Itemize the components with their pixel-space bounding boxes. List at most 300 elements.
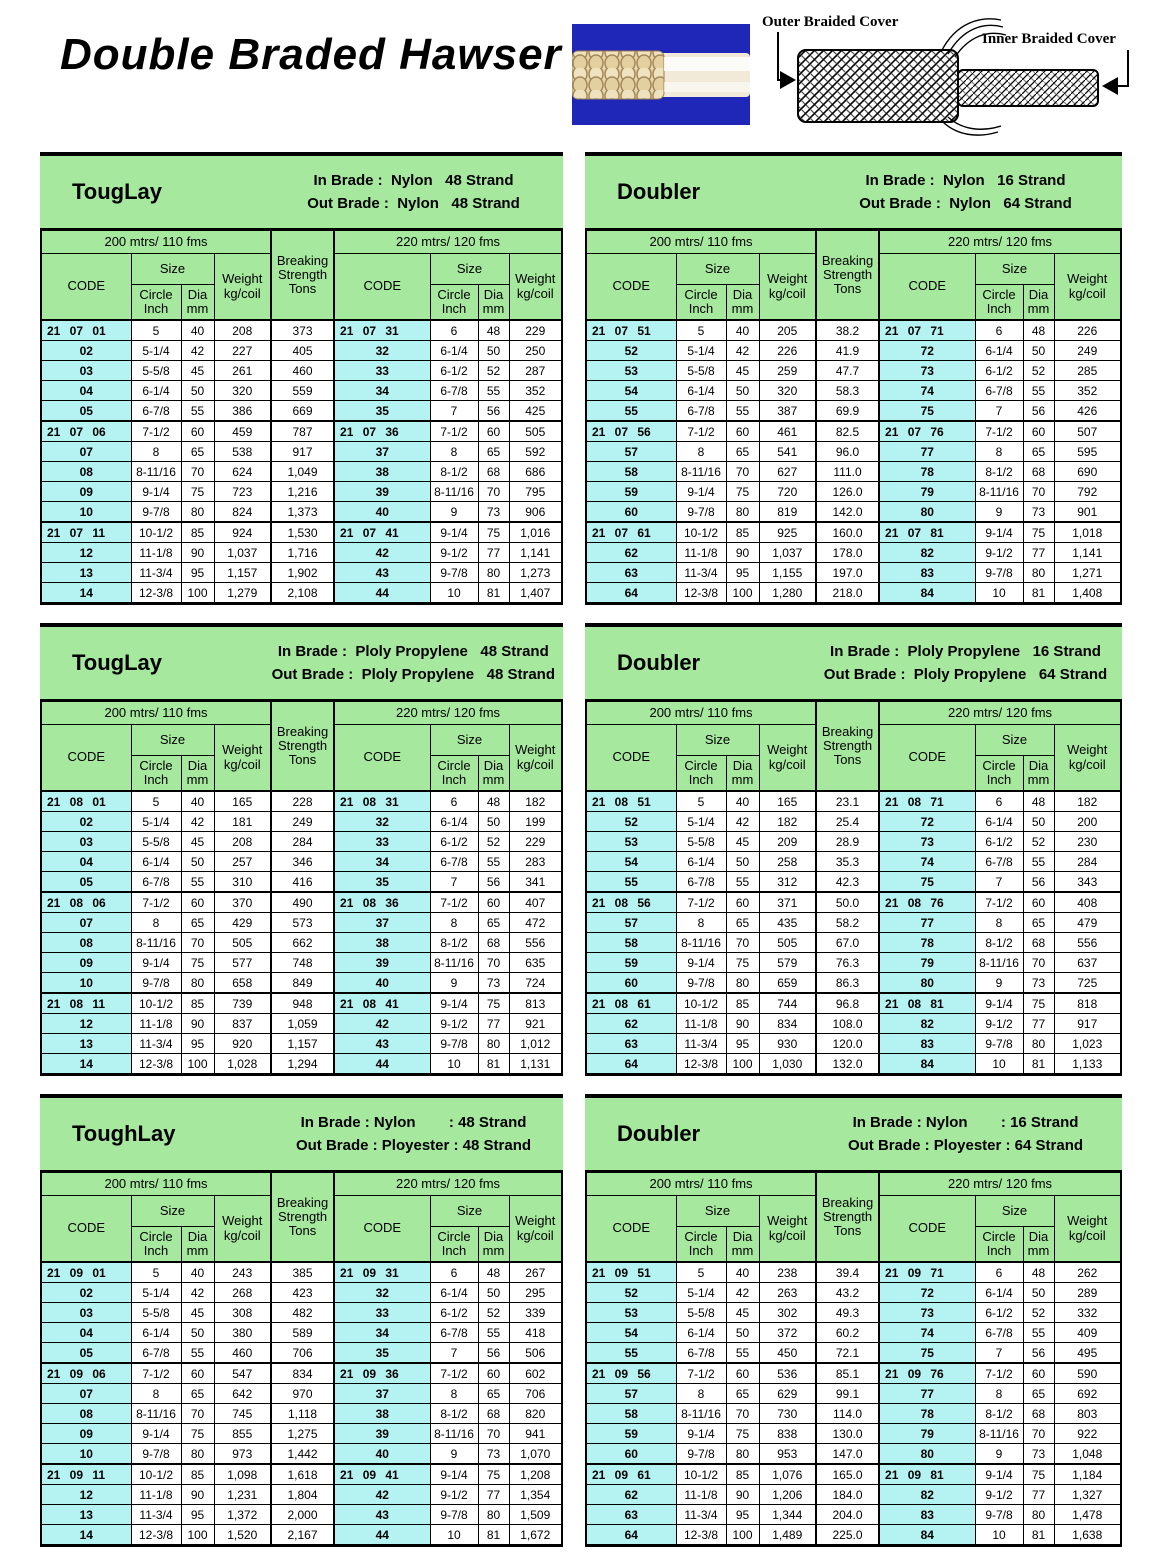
value-cell: 11-1/8 (676, 1014, 726, 1034)
value-cell: 658 (214, 973, 271, 994)
value-cell: 40 (181, 791, 214, 812)
value-cell: 559 (271, 381, 334, 401)
code-cell: 21 08 61 (586, 993, 676, 1014)
value-cell: 42.3 (816, 872, 879, 893)
value-cell: 1,184 (1054, 1464, 1121, 1485)
weight-header: Weight kg/coil (759, 254, 816, 321)
table-body (586, 791, 1121, 1075)
in-brade-spec: In Brade : Nylon 48 Strand (313, 171, 514, 189)
code-cell: 13 (41, 1505, 131, 1525)
value-cell: 96.0 (816, 442, 879, 462)
value-cell: 60 (726, 421, 759, 442)
circle-inch-header: Circle Inch (676, 1227, 726, 1263)
value-cell: 426 (1054, 401, 1121, 422)
code-cell: 58 (586, 1404, 676, 1424)
value-cell: 80 (1023, 1505, 1054, 1525)
table-row (586, 421, 1121, 442)
value-cell: 302 (759, 1303, 816, 1323)
value-cell: 1,716 (271, 543, 334, 563)
value-cell: 132.0 (816, 1054, 879, 1075)
value-cell: 55 (181, 401, 214, 422)
code-cell: 21 08 81 (879, 993, 975, 1014)
value-cell: 6-1/2 (975, 1303, 1023, 1323)
value-cell: 70 (181, 462, 214, 482)
value-cell: 90 (726, 1485, 759, 1505)
spec-table (40, 1170, 563, 1547)
value-cell: 1,059 (271, 1014, 334, 1034)
value-cell: 73 (1023, 973, 1054, 994)
code-cell: 55 (586, 401, 676, 422)
outer-cover-arrow (778, 32, 794, 80)
table-row (586, 1283, 1121, 1303)
value-cell: 25.4 (816, 812, 879, 832)
code-header: CODE (41, 254, 131, 321)
table-row (41, 812, 562, 832)
value-cell: 56 (1023, 872, 1054, 893)
value-cell: 8 (131, 1384, 181, 1404)
value-cell: 10-1/2 (131, 993, 181, 1014)
dia-mm-header: Dia mm (1023, 756, 1054, 792)
value-cell: 744 (759, 993, 816, 1014)
table-row (586, 543, 1121, 563)
circle-inch-header: Circle Inch (430, 756, 478, 792)
value-cell: 1,118 (271, 1404, 334, 1424)
code-header: CODE (586, 725, 676, 792)
value-cell: 23.1 (816, 791, 879, 812)
value-cell: 11-3/4 (676, 1034, 726, 1054)
code-cell: 34 (334, 381, 430, 401)
code-cell: 21 07 71 (879, 320, 975, 341)
weight-header: Weight kg/coil (1054, 1196, 1121, 1263)
value-cell: 6-1/4 (430, 1283, 478, 1303)
code-header: CODE (41, 1196, 131, 1263)
dia-mm-header: Dia mm (726, 1227, 759, 1263)
value-cell: 745 (214, 1404, 271, 1424)
left-span-header: 200 mtrs/ 110 fms (586, 701, 816, 725)
value-cell: 76.3 (816, 953, 879, 973)
code-cell: 39 (334, 1424, 430, 1444)
code-cell: 14 (41, 1525, 131, 1546)
value-cell: 385 (271, 1262, 334, 1283)
table-banner (40, 1098, 563, 1170)
in-brade-spec: In Brade : Nylon 16 Strand (865, 171, 1066, 189)
value-cell: 590 (1054, 1363, 1121, 1384)
value-cell: 536 (759, 1363, 816, 1384)
code-cell: 62 (586, 543, 676, 563)
value-cell: 1,206 (759, 1485, 816, 1505)
value-cell: 12-3/8 (676, 1054, 726, 1075)
value-cell: 52 (1023, 832, 1054, 852)
value-cell: 917 (1054, 1014, 1121, 1034)
spec-table-block (40, 152, 563, 605)
value-cell: 332 (1054, 1303, 1121, 1323)
code-cell: 40 (334, 502, 430, 523)
value-cell: 495 (1054, 1343, 1121, 1364)
value-cell: 7-1/2 (975, 1363, 1023, 1384)
value-cell: 1,294 (271, 1054, 334, 1075)
value-cell: 1,344 (759, 1505, 816, 1525)
product-name: TougLay (72, 650, 163, 675)
value-cell: 99.1 (816, 1384, 879, 1404)
value-cell: 6-7/8 (975, 381, 1023, 401)
in-brade-spec: In Brade : Ploly Propylene 16 Strand (830, 642, 1101, 660)
table-row (586, 913, 1121, 933)
value-cell: 9-1/4 (975, 522, 1023, 543)
code-cell: 21 07 56 (586, 421, 676, 442)
value-cell: 70 (478, 1424, 509, 1444)
value-cell: 70 (181, 1404, 214, 1424)
code-cell: 60 (586, 502, 676, 523)
value-cell: 52 (1023, 1303, 1054, 1323)
code-cell: 21 08 56 (586, 892, 676, 913)
value-cell: 824 (214, 502, 271, 523)
value-cell: 6-7/8 (430, 381, 478, 401)
code-cell: 21 07 36 (334, 421, 430, 442)
value-cell: 90 (726, 1014, 759, 1034)
circle-inch-header: Circle Inch (975, 1227, 1023, 1263)
value-cell: 42 (181, 341, 214, 361)
value-cell: 50 (181, 852, 214, 872)
value-cell: 8-1/2 (430, 462, 478, 482)
value-cell: 70 (478, 482, 509, 502)
value-cell: 1,141 (509, 543, 562, 563)
table-row (586, 522, 1121, 543)
value-cell: 5-5/8 (131, 361, 181, 381)
value-cell: 45 (726, 832, 759, 852)
code-cell: 09 (41, 482, 131, 502)
code-cell: 21 09 81 (879, 1464, 975, 1485)
value-cell: 472 (509, 913, 562, 933)
value-cell: 10-1/2 (676, 993, 726, 1014)
value-cell: 320 (759, 381, 816, 401)
table-row (586, 973, 1121, 994)
code-cell: 21 08 76 (879, 892, 975, 913)
value-cell: 6-7/8 (131, 401, 181, 422)
braid-specs (817, 640, 1122, 687)
value-cell: 352 (509, 381, 562, 401)
code-cell: 43 (334, 1505, 430, 1525)
table-row (41, 1464, 562, 1485)
value-cell: 5 (676, 1262, 726, 1283)
code-cell: 59 (586, 1424, 676, 1444)
value-cell: 11-3/4 (131, 563, 181, 583)
value-cell: 1,408 (1054, 583, 1121, 604)
value-cell: 75 (1023, 993, 1054, 1014)
weight-header: Weight kg/coil (759, 725, 816, 792)
value-cell: 7-1/2 (676, 421, 726, 442)
value-cell: 1,231 (214, 1485, 271, 1505)
value-cell: 50 (478, 341, 509, 361)
value-cell: 289 (1054, 1283, 1121, 1303)
size-header: Size (975, 725, 1054, 756)
code-cell: 59 (586, 953, 676, 973)
value-cell: 42 (181, 1283, 214, 1303)
code-cell: 10 (41, 973, 131, 994)
value-cell: 81 (1023, 1525, 1054, 1546)
value-cell: 95 (181, 1034, 214, 1054)
value-cell: 10 (430, 583, 478, 604)
code-cell: 43 (334, 563, 430, 583)
value-cell: 941 (509, 1424, 562, 1444)
value-cell: 7-1/2 (975, 421, 1023, 442)
breaking-strength-header: Breaking Strength Tons (816, 1172, 879, 1263)
table-row (41, 1262, 562, 1283)
value-cell: 970 (271, 1384, 334, 1404)
value-cell: 65 (1023, 913, 1054, 933)
value-cell: 6-7/8 (975, 852, 1023, 872)
value-cell: 1,028 (214, 1054, 271, 1075)
value-cell: 77 (1023, 1485, 1054, 1505)
value-cell: 60 (726, 1363, 759, 1384)
value-cell: 9-1/4 (430, 522, 478, 543)
code-cell: 60 (586, 973, 676, 994)
circle-inch-header: Circle Inch (131, 756, 181, 792)
value-cell: 204.0 (816, 1505, 879, 1525)
table-row (586, 1262, 1121, 1283)
value-cell: 6-1/4 (430, 812, 478, 832)
code-cell: 05 (41, 872, 131, 893)
value-cell: 460 (271, 361, 334, 381)
code-cell: 62 (586, 1485, 676, 1505)
value-cell: 42 (181, 812, 214, 832)
value-cell: 541 (759, 442, 816, 462)
braid-specs (817, 169, 1122, 216)
code-cell: 21 08 31 (334, 791, 430, 812)
value-cell: 573 (271, 913, 334, 933)
code-cell: 73 (879, 361, 975, 381)
code-cell: 79 (879, 953, 975, 973)
value-cell: 182 (509, 791, 562, 812)
spec-table (40, 699, 563, 1076)
value-cell: 924 (214, 522, 271, 543)
value-cell: 6-1/4 (676, 381, 726, 401)
code-cell: 21 07 31 (334, 320, 430, 341)
code-cell: 09 (41, 953, 131, 973)
spec-table (40, 228, 563, 605)
code-cell: 75 (879, 1343, 975, 1364)
dia-mm-header: Dia mm (478, 285, 509, 321)
breaking-strength-header: Breaking Strength Tons (271, 230, 334, 321)
value-cell: 5-1/4 (131, 1283, 181, 1303)
value-cell: 339 (509, 1303, 562, 1323)
code-cell: 21 08 06 (41, 892, 131, 913)
spec-table-block (585, 1094, 1122, 1547)
code-cell: 39 (334, 953, 430, 973)
table-row (41, 502, 562, 523)
table-row (586, 361, 1121, 381)
value-cell: 9-1/4 (131, 482, 181, 502)
code-cell: 12 (41, 1014, 131, 1034)
value-cell: 1,098 (214, 1464, 271, 1485)
value-cell: 218.0 (816, 583, 879, 604)
code-cell: 72 (879, 341, 975, 361)
value-cell: 60.2 (816, 1323, 879, 1343)
value-cell: 6-7/8 (676, 1343, 726, 1364)
value-cell: 58.2 (816, 913, 879, 933)
value-cell: 690 (1054, 462, 1121, 482)
value-cell: 6 (430, 791, 478, 812)
value-cell: 70 (1023, 482, 1054, 502)
value-cell: 6 (975, 791, 1023, 812)
value-cell: 41.9 (816, 341, 879, 361)
code-cell: 21 09 61 (586, 1464, 676, 1485)
value-cell: 68 (1023, 1404, 1054, 1424)
value-cell: 11-1/8 (676, 1485, 726, 1505)
code-cell: 02 (41, 341, 131, 361)
value-cell: 70 (1023, 1424, 1054, 1444)
code-cell: 72 (879, 1283, 975, 1303)
value-cell: 901 (1054, 502, 1121, 523)
value-cell: 792 (1054, 482, 1121, 502)
value-cell: 9-1/4 (676, 482, 726, 502)
in-brade-spec: In Brade : Ploly Propylene 48 Strand (277, 642, 549, 660)
value-cell: 6-7/8 (131, 1343, 181, 1364)
value-cell: 72.1 (816, 1343, 879, 1364)
table-row (41, 852, 562, 872)
right-span-header: 220 mtrs/ 120 fms (879, 230, 1121, 254)
value-cell: 8-11/16 (975, 482, 1023, 502)
value-cell: 8 (430, 442, 478, 462)
table-row (41, 973, 562, 994)
value-cell: 75 (478, 522, 509, 543)
value-cell: 55 (1023, 381, 1054, 401)
value-cell: 43.2 (816, 1283, 879, 1303)
value-cell: 285 (1054, 361, 1121, 381)
circle-inch-header: Circle Inch (975, 285, 1023, 321)
code-cell: 21 09 31 (334, 1262, 430, 1283)
size-header: Size (430, 725, 509, 756)
value-cell: 813 (509, 993, 562, 1014)
value-cell: 50 (1023, 812, 1054, 832)
value-cell: 50 (726, 1323, 759, 1343)
value-cell: 60 (1023, 892, 1054, 913)
value-cell: 85 (181, 993, 214, 1014)
value-cell: 5-1/4 (131, 341, 181, 361)
value-cell: 460 (214, 1343, 271, 1364)
value-cell: 86.3 (816, 973, 879, 994)
value-cell: 6-1/4 (430, 341, 478, 361)
value-cell: 65 (726, 1384, 759, 1404)
table-row (41, 320, 562, 341)
code-cell: 74 (879, 852, 975, 872)
value-cell: 1,638 (1054, 1525, 1121, 1546)
code-cell: 04 (41, 852, 131, 872)
value-cell: 80 (181, 502, 214, 523)
code-cell: 79 (879, 482, 975, 502)
code-cell: 57 (586, 442, 676, 462)
value-cell: 425 (509, 401, 562, 422)
table-row (586, 993, 1121, 1014)
value-cell: 706 (271, 1343, 334, 1364)
table-row (586, 462, 1121, 482)
size-header: Size (430, 1196, 509, 1227)
table-row (586, 1034, 1121, 1054)
value-cell: 818 (1054, 993, 1121, 1014)
value-cell: 50.0 (816, 892, 879, 913)
value-cell: 9-1/2 (430, 1485, 478, 1505)
code-cell: 78 (879, 1404, 975, 1424)
value-cell: 55 (726, 401, 759, 422)
value-cell: 692 (1054, 1384, 1121, 1404)
value-cell: 386 (214, 401, 271, 422)
value-cell: 165 (759, 791, 816, 812)
table-body (586, 1262, 1121, 1546)
value-cell: 5-1/4 (131, 812, 181, 832)
value-cell: 55 (181, 872, 214, 893)
value-cell: 1,280 (759, 583, 816, 604)
value-cell: 70 (726, 462, 759, 482)
table-row (41, 872, 562, 893)
value-cell: 8 (676, 1384, 726, 1404)
value-cell: 9-1/2 (975, 1014, 1023, 1034)
code-cell: 32 (334, 812, 430, 832)
value-cell: 461 (759, 421, 816, 442)
value-cell: 80 (1023, 563, 1054, 583)
value-cell: 459 (214, 421, 271, 442)
value-cell: 1,271 (1054, 563, 1121, 583)
value-cell: 258 (759, 852, 816, 872)
value-cell: 65 (726, 913, 759, 933)
value-cell: 28.9 (816, 832, 879, 852)
table-row (41, 993, 562, 1014)
value-cell: 85 (181, 522, 214, 543)
spec-table-block (585, 623, 1122, 1076)
table-row (586, 1303, 1121, 1323)
table-row (586, 1054, 1121, 1075)
code-cell: 75 (879, 872, 975, 893)
value-cell: 595 (1054, 442, 1121, 462)
spec-table-block (585, 152, 1122, 605)
code-cell: 53 (586, 832, 676, 852)
value-cell: 95 (181, 563, 214, 583)
code-cell: 55 (586, 872, 676, 893)
value-cell: 50 (726, 381, 759, 401)
value-cell: 60 (181, 892, 214, 913)
value-cell: 77 (478, 1485, 509, 1505)
code-cell: 21 09 41 (334, 1464, 430, 1485)
value-cell: 2,167 (271, 1525, 334, 1546)
value-cell: 184.0 (816, 1485, 879, 1505)
table-row (586, 1404, 1121, 1424)
value-cell: 921 (509, 1014, 562, 1034)
table-row (586, 1384, 1121, 1404)
value-cell: 56 (478, 872, 509, 893)
value-cell: 73 (478, 973, 509, 994)
value-cell: 56 (478, 401, 509, 422)
code-cell: 21 08 41 (334, 993, 430, 1014)
value-cell: 48 (478, 320, 509, 341)
code-cell: 84 (879, 583, 975, 604)
value-cell: 6-1/4 (676, 1323, 726, 1343)
value-cell: 55 (181, 1343, 214, 1364)
value-cell: 263 (759, 1283, 816, 1303)
value-cell: 5-5/8 (131, 1303, 181, 1323)
value-cell: 5-5/8 (131, 832, 181, 852)
value-cell: 723 (214, 482, 271, 502)
value-cell: 8 (676, 442, 726, 462)
value-cell: 6-1/2 (430, 832, 478, 852)
value-cell: 372 (759, 1323, 816, 1343)
value-cell: 65 (181, 913, 214, 933)
value-cell: 45 (181, 361, 214, 381)
circle-inch-header: Circle Inch (430, 285, 478, 321)
value-cell: 5-5/8 (676, 361, 726, 381)
circle-inch-header: Circle Inch (975, 756, 1023, 792)
table-row (586, 341, 1121, 361)
table-row (41, 421, 562, 442)
size-header: Size (676, 1196, 759, 1227)
value-cell: 837 (214, 1014, 271, 1034)
